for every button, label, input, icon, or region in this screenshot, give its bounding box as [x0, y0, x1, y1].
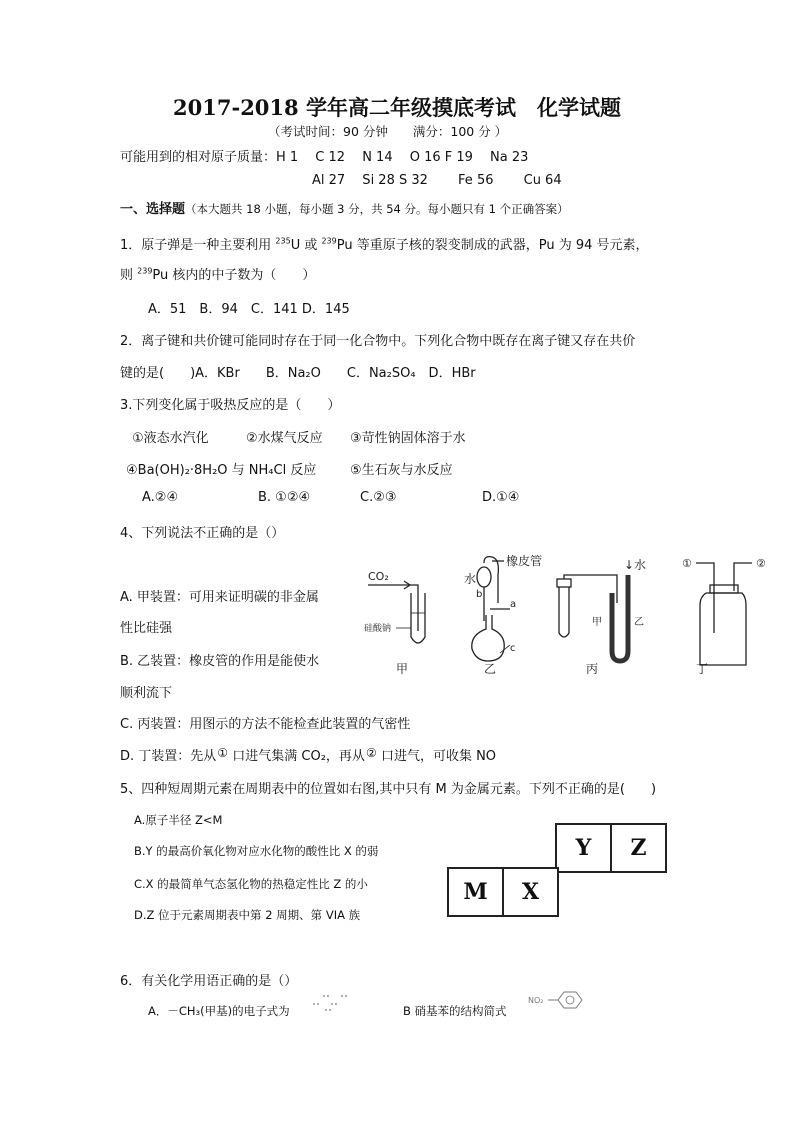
- question-1-options: A．51 B．94 C．141 D．145: [148, 302, 350, 317]
- q1-text: U 或: [290, 238, 322, 253]
- port-2-marker: ②: [365, 746, 377, 760]
- atomic-mass-line-1: 可能用到的相对原子质量：H 1 C 12 N 14 O 16 F 19 Na 23: [120, 150, 529, 165]
- q5-option-a: A.原子半径 Z<M: [134, 813, 223, 827]
- q6-option-a: A．－CH₃(甲基)的电子式为: [148, 1004, 290, 1018]
- periodic-cell-y: Y: [555, 823, 612, 873]
- question-2-line-2: 键的是( )A．KBr B．Na₂O C．Na₂SO₄ D．HBr: [120, 366, 476, 381]
- q1-text: Pu 核内的中子数为（ ）: [152, 268, 316, 283]
- exam-info: （考试时间：90 分钟 满分：100 分 ）: [268, 124, 508, 139]
- q1-text: Pu 等重原子核的裂变制成的武器，Pu 为 94 号元素，: [336, 238, 649, 253]
- q3-item-4: ④Ba(OH)₂·8H₂O 与 NH₄Cl 反应: [126, 463, 317, 478]
- q6-option-b: B 硝基苯的结构简式: [403, 1004, 507, 1018]
- q4-option-b-line-2: 顺利流下: [120, 686, 173, 701]
- q4-option-d: [120, 745, 496, 764]
- q1-text: 则: [120, 268, 138, 283]
- c-label: c: [510, 643, 516, 654]
- question-5-stem: 5、四种短周期元素在周期表中的位置如右图,其中只有 M 为金属元素。下列不正确的是( ): [120, 782, 657, 797]
- b-label: b: [476, 589, 483, 600]
- q5-option-d: D.Z 位于元素周期表中第 2 周期、第 VIA 族: [134, 908, 361, 922]
- apparatus-ding: [682, 557, 766, 665]
- port-1-marker: ①: [217, 746, 229, 760]
- nitrobenzene-structure-figure: [528, 988, 594, 1014]
- q4-option-b-line-1: B. 乙装置：橡皮管的作用是能使水: [120, 654, 320, 669]
- q4-d-text: 口进气，可收集 NO: [380, 749, 497, 764]
- apparatus-bing: [557, 557, 646, 661]
- q3-item-2: ②水煤气反应: [246, 431, 323, 446]
- caption-ding: 丁: [696, 662, 709, 676]
- question-3-stem: 3.下列变化属于吸热反应的是（ ）: [120, 398, 341, 413]
- q4-option-a-line-1: A. 甲装置：可用来证明碳的非金属: [120, 590, 319, 605]
- silicate-label: 硅酸钠: [364, 624, 392, 634]
- section-title: 一、选择题: [120, 202, 186, 217]
- q5-option-b: B.Y 的最高价氧化物对应水化物的酸性比 X 的弱: [134, 844, 379, 858]
- yi-inner-label: 乙: [634, 617, 644, 628]
- periodic-cell-m: M: [447, 867, 504, 917]
- q4-option-c: C. 丙装置：用图示的方法不能检查此装置的气密性: [120, 717, 411, 732]
- q3-option-b: B. ①②④: [258, 490, 311, 505]
- q1-sup: 239: [321, 236, 337, 246]
- atomic-mass-line-2: Al 27 Si 28 S 32 Fe 56 Cu 64: [312, 173, 562, 188]
- methyl-electron-dot-figure: [308, 990, 352, 1016]
- q1-text: 1．原子弹是一种主要利用: [120, 238, 276, 253]
- no2-label: NO₂: [528, 996, 544, 1005]
- apparatus-yi: [464, 553, 542, 661]
- q1-sup: 239: [137, 266, 153, 276]
- page-title: 2017-2018 学年高二年级摸底考试 化学试题: [173, 95, 621, 120]
- question-1-line-1: [120, 234, 649, 253]
- q3-item-1: ①液态水汽化: [132, 431, 209, 446]
- caption-bing: 丙: [586, 662, 599, 676]
- q4-d-text: 口进气集满 CO₂，再从: [232, 749, 365, 764]
- section-note: （本大题共 18 小题，每小题 3 分，共 54 分。每小题只有 1 个正确答案）: [185, 202, 569, 216]
- question-1-line-2: [120, 264, 315, 283]
- q3-item-5: ⑤生石灰与水反应: [350, 463, 453, 478]
- caption-yi: 乙: [484, 662, 497, 676]
- co2-label: CO₂: [368, 570, 389, 583]
- water-label: 水: [464, 572, 477, 586]
- periodic-cell-x: X: [502, 867, 559, 917]
- question-2-line-1: 2．离子键和共价键可能同时存在于同一化合物中。下列化合物中既存在离子键又存在共价: [120, 334, 636, 349]
- rubber-tube-label: 橡皮管: [506, 554, 543, 568]
- periodic-cell-z: Z: [610, 823, 667, 873]
- question-4-stem: 4、下列说法不正确的是（）: [120, 526, 285, 541]
- q5-option-c: C.X 的最简单气态氢化物的热稳定性比 Z 的小: [134, 877, 368, 891]
- section-heading: [120, 198, 569, 217]
- q4-option-a-line-2: 性比硅强: [120, 621, 173, 636]
- apparatus-jia: [364, 570, 425, 643]
- a-label: a: [510, 599, 517, 610]
- q1-sup: 235: [275, 236, 291, 246]
- apparatus-figure: [360, 553, 780, 678]
- water-arrow-label: ↓水: [624, 558, 647, 572]
- port-1-label: ①: [682, 557, 692, 570]
- q3-item-3: ③苛性钠固体溶于水: [350, 431, 466, 446]
- q3-option-c: C.②③: [360, 490, 397, 505]
- q3-option-a: A.②④: [142, 490, 179, 505]
- question-6-stem: 6．有关化学用语正确的是（）: [120, 974, 298, 989]
- jia-inner-label: 甲: [592, 617, 602, 628]
- q3-option-d: D.①④: [482, 490, 520, 505]
- port-2-label: ②: [756, 557, 766, 570]
- caption-jia: 甲: [396, 662, 409, 676]
- q4-d-text: D. 丁装置：先从: [120, 749, 217, 764]
